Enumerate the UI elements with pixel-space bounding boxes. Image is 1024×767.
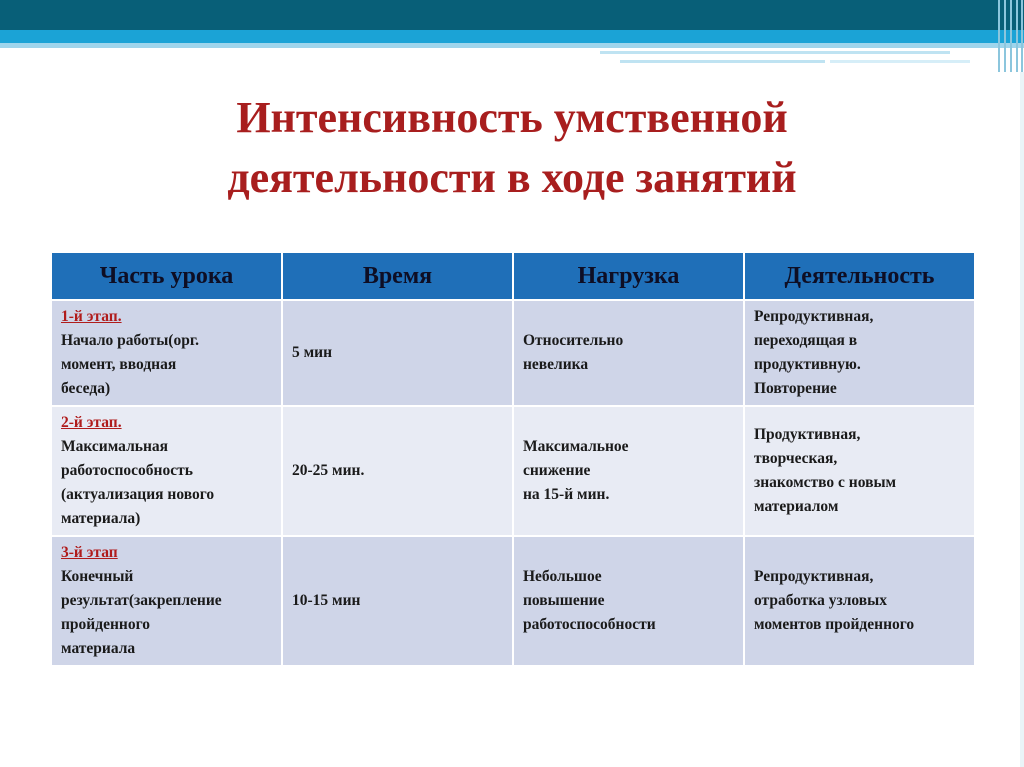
- cell-time: 10-15 мин: [282, 536, 513, 666]
- cell-line: результат(закрепление: [61, 592, 222, 609]
- cell-line: Повторение: [754, 380, 837, 397]
- table-row: [51, 406, 975, 536]
- cell-line: Репродуктивная,: [754, 568, 874, 585]
- cell-activity: [744, 406, 975, 536]
- cell-line: знакомство с новым: [754, 474, 897, 491]
- cell-line: отработка узловых: [754, 592, 888, 609]
- header-accent-line: [600, 51, 950, 54]
- table-header-row: [51, 252, 975, 300]
- cell-line: момент, вводная: [61, 356, 177, 373]
- header-part: Часть урока: [51, 252, 282, 300]
- header-band-cyan: [0, 30, 1024, 43]
- cell-line: Продуктивная,: [754, 426, 861, 443]
- lesson-table: [50, 251, 976, 667]
- cell-line: Максимальная: [61, 438, 169, 455]
- cell-line: переходящая в: [754, 332, 858, 349]
- cell-line: повышение: [523, 592, 605, 609]
- cell-time: 20-25 мин.: [282, 406, 513, 536]
- header-band-dark: [0, 0, 1024, 30]
- table-row: [51, 300, 975, 406]
- cell-part: [51, 536, 282, 666]
- cell-load: [513, 406, 744, 536]
- cell-line: моментов пройденного: [754, 616, 915, 633]
- header-accent-line: [620, 60, 825, 63]
- cell-load: [513, 300, 744, 406]
- cell-line: невелика: [523, 356, 589, 373]
- cell-line: Репродуктивная,: [754, 308, 874, 325]
- slide-title: [0, 88, 1024, 208]
- cell-load: [513, 536, 744, 666]
- cell-line: (актуализация нового: [61, 486, 215, 503]
- cell-activity: [744, 300, 975, 406]
- cell-line: Максимальное: [523, 438, 629, 455]
- header-time: Время: [282, 252, 513, 300]
- cell-part: [51, 300, 282, 406]
- cell-line: Небольшое: [523, 568, 602, 585]
- cell-line: материала: [61, 640, 136, 657]
- cell-line: пройденного: [61, 616, 150, 633]
- stage-label: 2-й этап.: [61, 414, 122, 431]
- cell-line: материала): [61, 510, 141, 527]
- cell-line: работоспособность: [61, 462, 193, 479]
- cell-line: Конечный: [61, 568, 134, 585]
- header-load: Нагрузка: [513, 252, 744, 300]
- cell-activity: [744, 536, 975, 666]
- cell-time: 5 мин: [282, 300, 513, 406]
- table-row: [51, 536, 975, 666]
- header-accent-line: [830, 60, 970, 63]
- cell-line: творческая,: [754, 450, 838, 467]
- cell-line: работоспособности: [523, 616, 656, 633]
- cell-line: на 15-й мин.: [523, 486, 610, 503]
- cell-line: беседа): [61, 380, 111, 397]
- cell-line: материалом: [754, 498, 839, 515]
- cell-line: Начало работы(орг.: [61, 332, 200, 349]
- header-band-pale: [0, 43, 1024, 48]
- corner-stripes: [996, 0, 1024, 72]
- cell-line: снижение: [523, 462, 591, 479]
- header-activity: Деятельность: [744, 252, 975, 300]
- cell-line: Относительно: [523, 332, 624, 349]
- stage-label: 1-й этап.: [61, 308, 122, 325]
- stage-label: 3-й этап: [61, 544, 118, 561]
- cell-part: [51, 406, 282, 536]
- cell-line: продуктивную.: [754, 356, 861, 373]
- slide-title-line: деятельности в ходе занятий: [227, 153, 797, 202]
- slide-title-line: Интенсивность умственной: [236, 93, 788, 142]
